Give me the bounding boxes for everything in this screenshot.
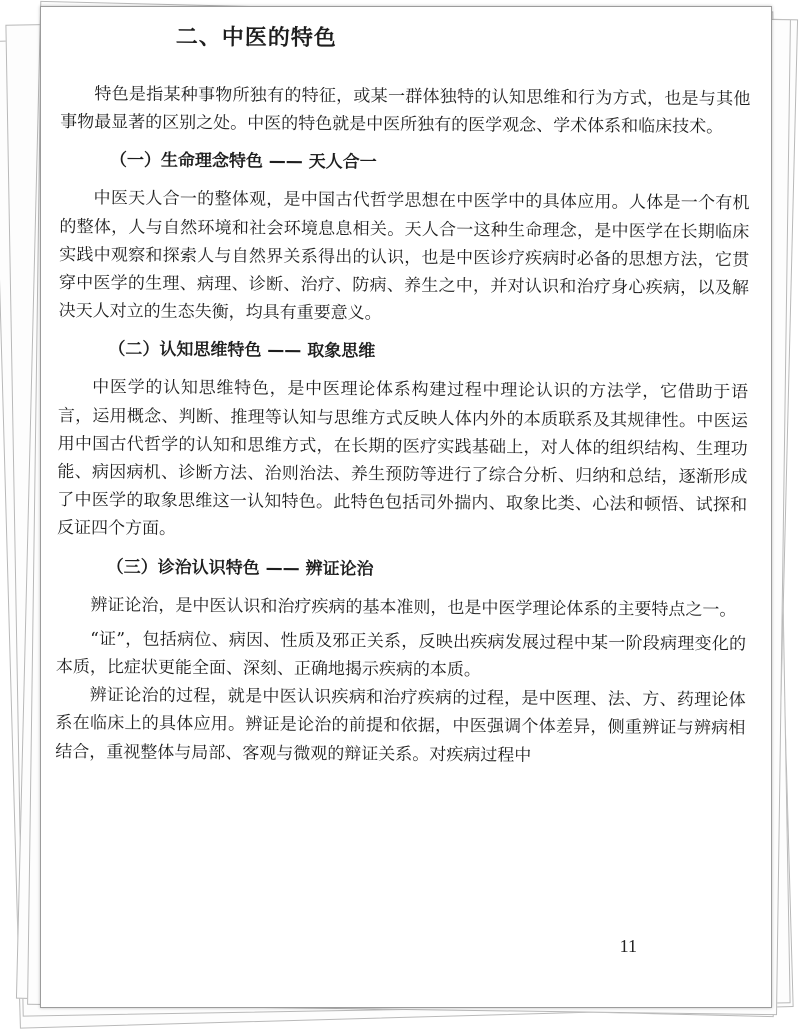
section-3-paragraph-3: 辨证论治的过程，就是中医认识疾病和治疗疾病的过程，是中医理、法、方、药理论体系在临床上的具体应用。辨证是论治的前提和依据，中医强调个体差异，侧重辨证与辨病相结合，重视整体与局部、客观与微观的辩证关系。对疾病过程中 [55, 685, 746, 766]
section-2-paragraph: 中医学的认知思维特色，是中医理论体系构建过程中理论认识的方法学，它借助于语言，运用概念、判断、推理等认知与思维方式反映人体内外的本质联系及其规律性。中医运用中国古代哲学的认知和思维方式，在长期的医疗实践基础上，对人体的组织结构、生理功能、病因病机、诊断方法、治则治法、养生预防等进行了综合分析、归纳和总结，逐渐形成了中医学的取象思维这一认知特色。此特色包括司外揣内、取象比类、心法和顿悟、试探和反证四个方面。 [56, 377, 749, 540]
page-content [55, 19, 751, 771]
section-heading-2: （二）认知思维特色 —— 取象思维 [108, 339, 376, 362]
section-3-paragraph-2: “证”，包括病位、病因、性质及邪正关系，反映出疾病发展过程中某一阶段病理变化的本质，比症状更能全面、深刻、正确地揭示疾病的本质。 [55, 629, 747, 681]
page-title: 二、中医的特色 [175, 24, 337, 52]
page-number: 11 [619, 936, 637, 956]
intro-paragraph: 特色是指某种事物所独有的特征，或某一群体独特的认知思维和行为方式，也是与其他事物最显著的区别之处。中医的特色就是中医所独有的医学观念、学术体系和临床技术。 [60, 84, 751, 138]
section-3-paragraph-1: 辨证论治，是中医认识和治疗疾病的基本准则，也是中医学理论体系的主要特点之一。 [90, 594, 737, 620]
section-heading-3: （三）诊治认识特色 —— 辨证论治 [106, 557, 374, 580]
section-heading-1: （一）生命理念特色 —— 天人合一 [109, 150, 377, 173]
document-page [40, 6, 772, 1008]
section-1-paragraph: 中医天人合一的整体观，是中国古代哲学思想在中医学中的具体应用。人体是一个有机的整体，人与自然环境和社会环境息息相关。天人合一这种生命理念，是中医学在长期临床实践中观察和探索人与自然界关系得出的认识，也是中医诊疗疾病时必备的思想方法，它贯穿中医学的生理、病理、诊断、治疗、防病、养生之中，并对认识和治疗身心疾病，以及解决天人对立的生态失衡，均具有重要意义。 [58, 188, 750, 324]
